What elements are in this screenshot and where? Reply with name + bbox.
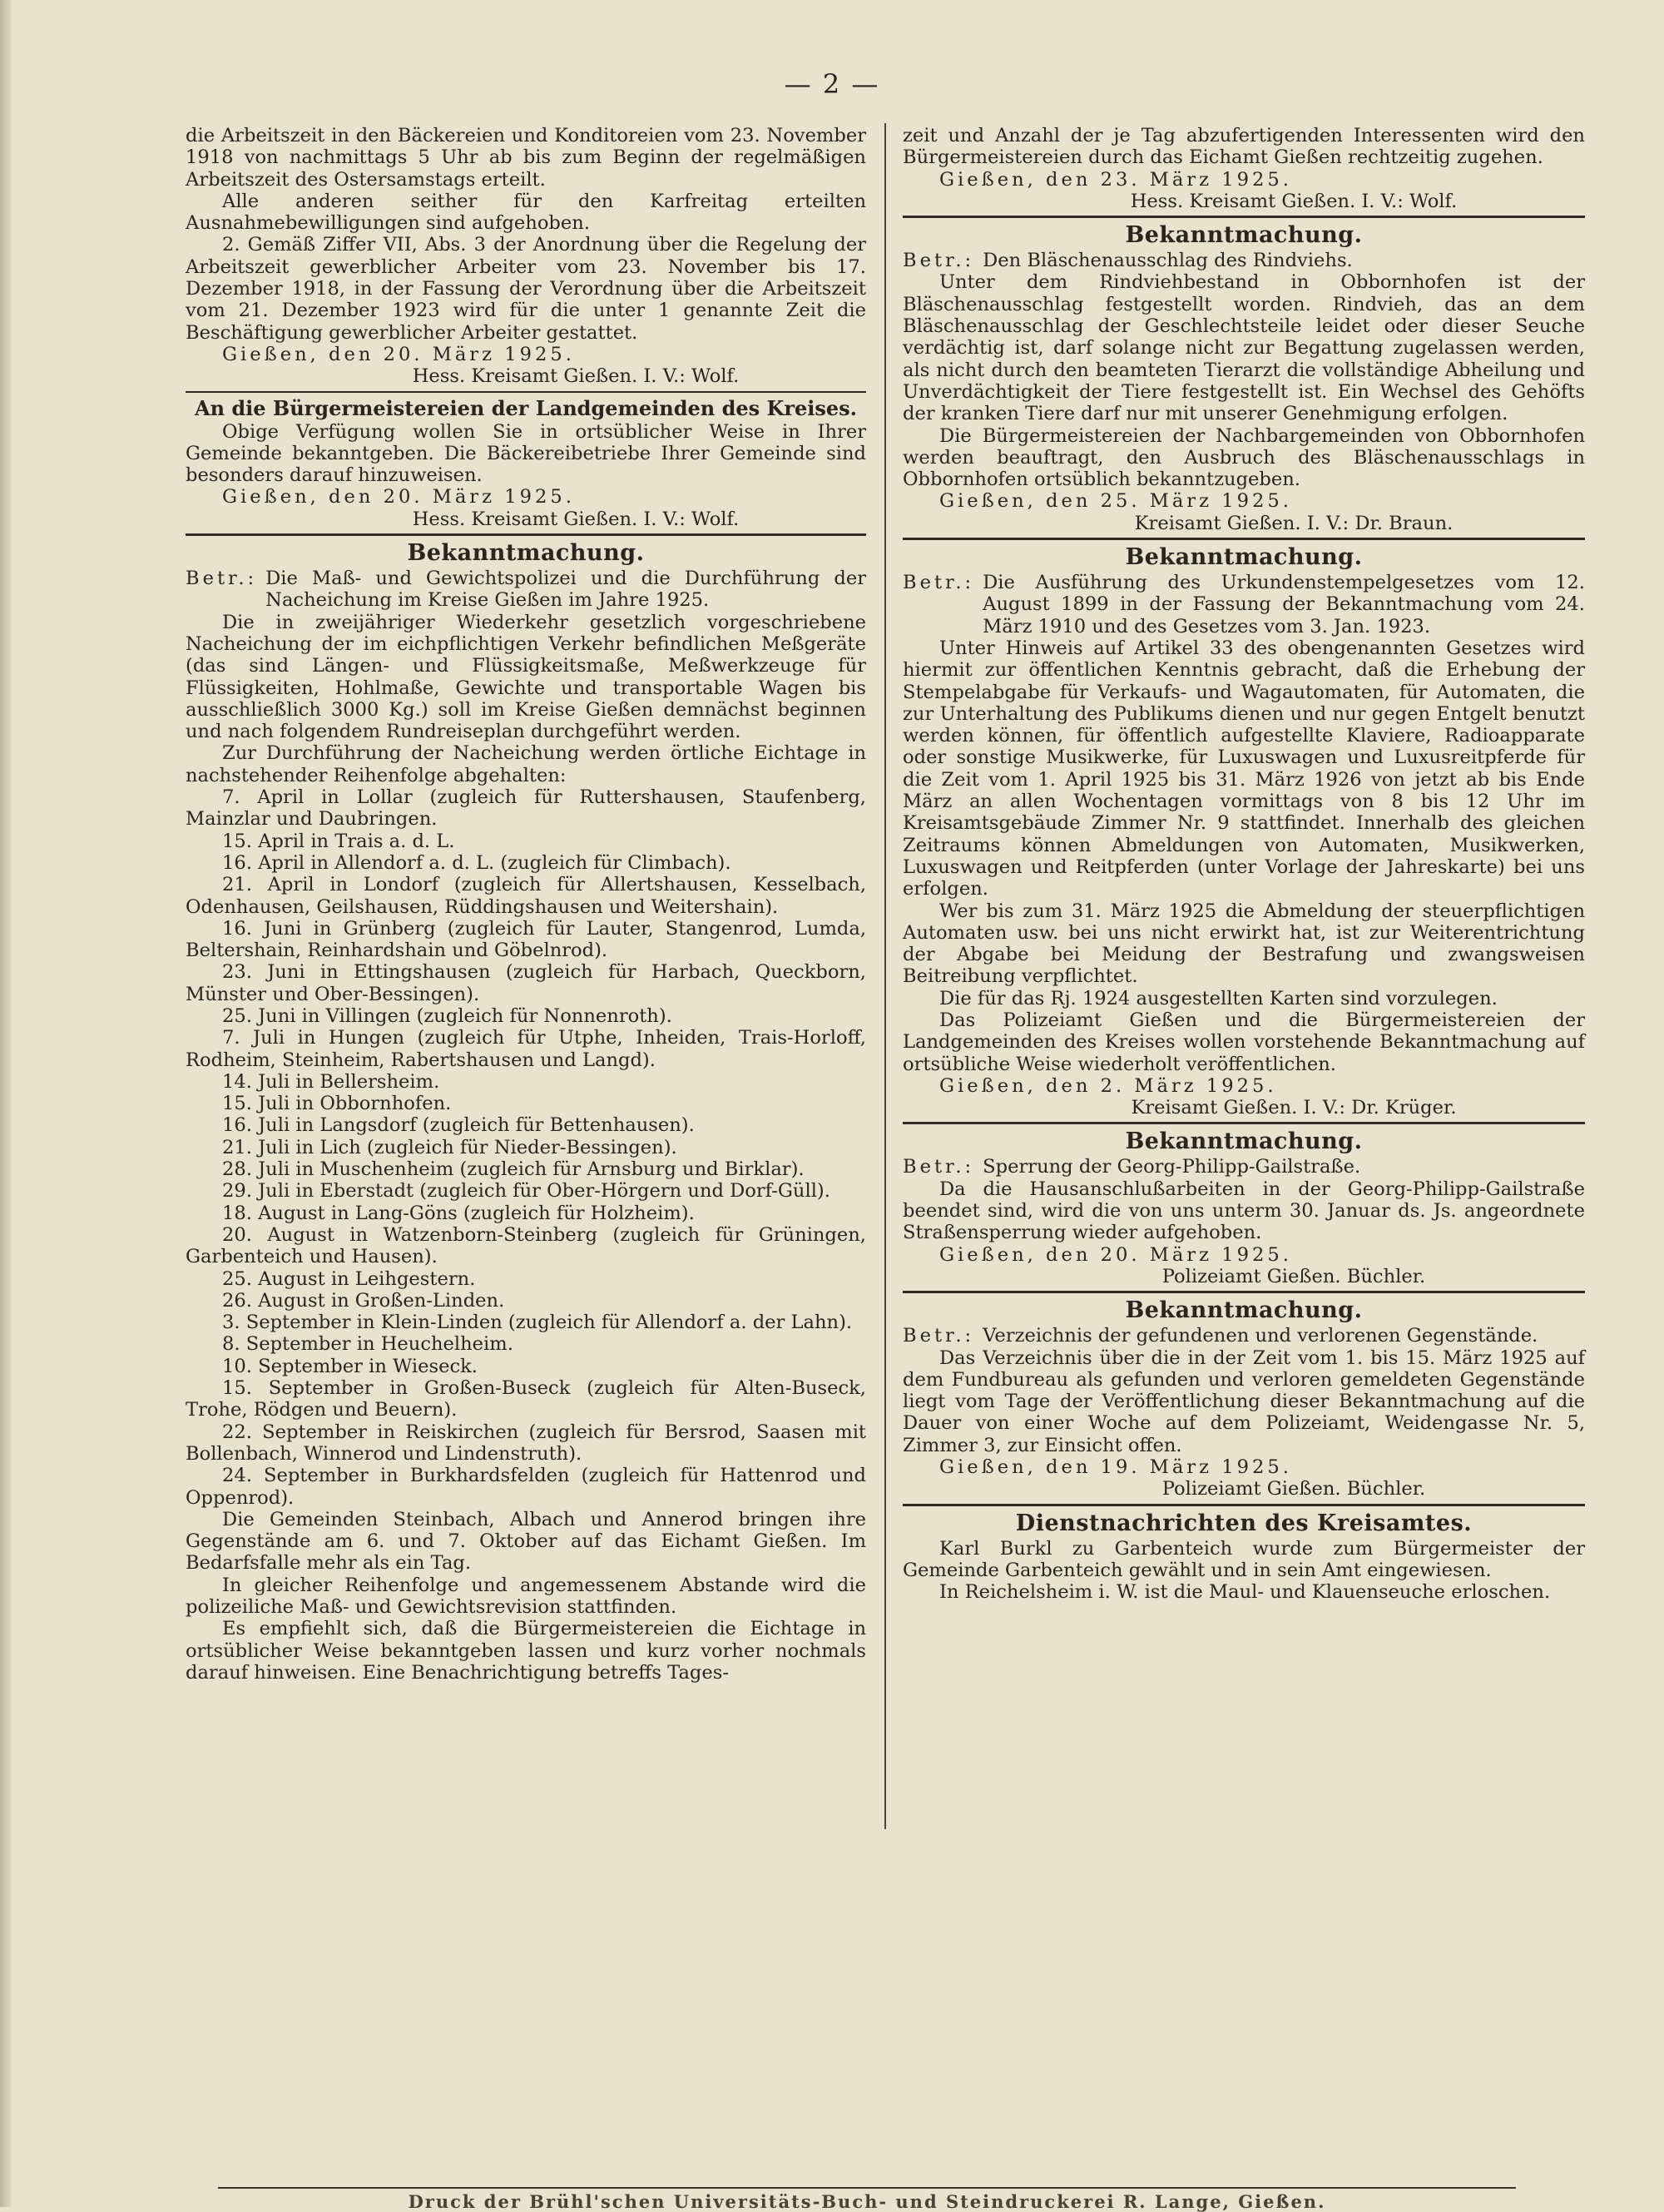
place-date: Gießen, den 19. März 1925.	[939, 1456, 1292, 1479]
paragraph: 2. Gemäß Ziffer VII, Abs. 3 der Anordnung über die Regelung der Arbeitszeit gewerblicher Arbeiter vom 23. November bis 17. Dezember 1918, in der Fassung der Verordnung über die Arbeitszeit vom 21. Dezember 1923 wird für die unter 1 genannte Zeit die Beschäftigung gewerblicher Arbeiter gestattet.	[186, 234, 866, 344]
betr-text: Verzeichnis der gefundenen und verlorenen Gegenstände.	[983, 1325, 1538, 1347]
schedule-item: 22. September in Reiskirchen (zugleich für Bersrod, Saasen mit Bollenbach, Winnerod und Lindenstruth).	[186, 1421, 866, 1465]
betr-text: Den Bläschenausschlag des Rindviehs.	[983, 250, 1353, 272]
schedule-item: 23. Juni in Ettingshausen (zugleich für Harbach, Queckborn, Münster und Ober-Bessingen).	[186, 961, 866, 1005]
address-heading: An die Bürgermeistereien der Landgemeinden des Kreises.	[194, 395, 858, 420]
paragraph: Es empfiehlt sich, daß die Bürgermeistereien die Eichtage in ortsüblicher Weise bekanntgeben lassen und kurz vorher nochmals darauf hinweisen. Eine Benachrichtigung betreffs Tages-	[186, 1618, 866, 1684]
betr-line	[903, 1325, 1585, 1347]
schedule-item: 3. September in Klein-Linden (zugleich für Allendorf a. der Lahn).	[222, 1312, 853, 1334]
section-rule	[903, 216, 1585, 218]
betr-line	[903, 1156, 1585, 1178]
page-number: — 2 —	[784, 68, 880, 100]
schedule-item: 14. Juli in Bellersheim.	[222, 1070, 440, 1093]
paragraph: Das Verzeichnis über die in der Zeit vom 1. bis 15. März 1925 auf dem Fundbureau als gefunden und verloren gemeldeten Gegenstände liegt vom Tage der Veröffentlichung dieser Bekanntmachung auf die Dauer von einer Woche auf dem Polizeiamt, Weidengasse Nr. 5, Zimmer 3, zur Einsicht offen.	[903, 1347, 1585, 1456]
schedule-item: 25. Juni in Villingen (zugleich für Nonnenroth).	[222, 1004, 672, 1027]
paragraph: Unter Hinweis auf Artikel 33 des obengenannten Gesetzes wird hiermit zur öffentlichen Kenntnis gebracht, daß die Erhebung der Stempelabgabe für Verkaufs- und Wagautomaten, für Automaten, die zur Unterhaltung des Publikums dienen und nur gegen Entgelt benutzt werden können, für öffentlich aufgestellte Klaviere, Radioapparate oder sonstige Musikwerke, für Luxuswagen und Luxusreitpferde für die Zeit vom 1. April 1925 bis 31. März 1926 von jetzt ab bis Ende März an allen Wochentagen vormittags von 8 bis 12 Uhr im Kreisamtsgebäude Zimmer Nr. 9 stattfindet. Innerhalb des gleichen Zeitraums können Abmeldungen von Automaten, Musikwerken, Luxuswagen und Reitpferden (unter Vorlage der Jahreskarte) bei uns erfolgen.	[903, 637, 1585, 900]
footer-rule	[218, 2187, 1516, 2189]
schedule-item: 16. Juni in Grünberg (zugleich für Lauter, Stangenrod, Lumda, Beltershain, Reinhardshain und Göbelnrod).	[186, 917, 866, 962]
schedule-item: 29. Juli in Eberstadt (zugleich für Ober-Hörgern und Dorf-Güll).	[222, 1180, 830, 1203]
schedule-item: 8. September in Heuchelheim.	[222, 1333, 513, 1356]
place-date: Gießen, den 2. März 1925.	[939, 1074, 1277, 1097]
schedule-list	[186, 786, 866, 1509]
section-rule	[186, 533, 866, 536]
schedule-item: 15. April in Trais a. d. L.	[222, 830, 455, 852]
betr-label: Betr.:	[903, 1156, 975, 1178]
schedule-item: 7. April in Lollar (zugleich für Ruttershausen, Staufenberg, Mainzlar und Daubringen.	[186, 786, 866, 831]
place-date: Gießen, den 20. März 1925.	[222, 343, 575, 365]
betr-label: Betr.:	[903, 572, 975, 594]
schedule-item: 21. April in Londorf (zugleich für Allertshausen, Kesselbach, Odenhausen, Geilshausen, Rüddingshausen und Weitershain).	[186, 874, 866, 918]
betr-text: Die Maß- und Gewichtspolizei und die Durchführung der Nacheichung im Kreise Gießen im Jahre 1925.	[265, 568, 866, 612]
schedule-item: 21. Juli in Lich (zugleich für Nieder-Bessingen).	[222, 1136, 677, 1158]
paragraph: Das Polizeiamt Gießen und die Bürgermeistereien der Landgemeinden des Kreises wollen vorstehende Bekanntmachung auf ortsübliche Weise wiederholt veröffentlichen.	[903, 1009, 1585, 1075]
paragraph: Wer bis zum 31. März 1925 die Abmeldung der steuerpflichtigen Automaten usw. bei uns nicht erwirkt hat, ist zur Weiterentrichtung der Abgabe bei Meidung der Bestrafung und zwangsweisen Beitreibung verpflichtet.	[903, 900, 1585, 988]
betr-line	[903, 572, 1585, 637]
paragraph: Unter dem Rindviehbestand in Obbornhofen ist der Bläschenausschlag festgestellt worden. Rindvieh, das an dem Bläschenausschlag der Geschlechtsteile leidet oder dieser Seuche verdächtig ist, darf solange nicht zur Begattung zugelassen werden, als nicht durch den beamteten Tierarzt die vollständige Abheilung und Unverdächtigkeit der Tiere festgestellt ist. Ein Wechsel des Gehöfts der kranken Tiere darf nur mit unserer Genehmigung erfolgen.	[903, 271, 1585, 425]
schedule-item: 16. April in Allendorf a. d. L. (zugleich für Climbach).	[222, 851, 731, 874]
betr-label: Betr.:	[903, 250, 975, 272]
paragraph: Die Bürgermeistereien der Nachbargemeinden von Obbornhofen werden beauftragt, den Ausbruch des Bläschenausschlags in Obbornhofen ortsüblich bekanntzugeben.	[903, 424, 1585, 491]
schedule-item: 26. August in Großen-Linden.	[222, 1289, 505, 1312]
betr-line	[186, 568, 866, 612]
paragraph: die Arbeitszeit in den Bäckereien und Konditoreien vom 23. November 1918 von nachmittags 5 Uhr ab bis zum Beginn der regelmäßigen Arbeitszeit des Ostersamstags erteilt.	[186, 125, 866, 191]
place-date: Gießen, den 20. März 1925.	[222, 486, 575, 508]
schedule-item: 20. August in Watzenborn-Steinberg (zugleich für Grüningen, Garbenteich und Hausen).	[186, 1223, 866, 1268]
betr-text: Sperrung der Georg-Philipp-Gailstraße.	[983, 1156, 1361, 1178]
schedule-item: 24. September in Burkhardsfelden (zugleich für Hattenrod und Oppenrod).	[186, 1465, 866, 1509]
paragraph: Obige Verfügung wollen Sie in ortsüblicher Weise in Ihrer Gemeinde bekanntgeben. Die Bäckereibetriebe Ihrer Gemeinde sind besonders darauf hinzuweisen.	[186, 420, 866, 487]
betr-label: Betr.:	[186, 568, 258, 590]
notice-heading: Bekanntmachung.	[1125, 544, 1363, 571]
signature: Hess. Kreisamt Gießen. I. V.: Wolf.	[412, 508, 740, 530]
betr-text: Die Ausführung des Urkundenstempelgesetzes vom 12. August 1899 in der Fassung der Bekanntmachung vom 24. März 1910 und des Gesetzes vom 3. Jan. 1923.	[983, 572, 1585, 637]
betr-line	[903, 250, 1585, 271]
section-rule	[903, 1291, 1585, 1293]
place-date: Gießen, den 23. März 1925.	[939, 168, 1292, 191]
schedule-item: 18. August in Lang-Göns (zugleich für Holzheim).	[222, 1202, 695, 1224]
schedule-item: 7. Juli in Hungen (zugleich für Utphe, Inheiden, Trais-Horloff, Rodheim, Steinheim, Rabertshausen und Langd).	[186, 1027, 866, 1071]
paragraph: Da die Hausanschlußarbeiten in der Georg-Philipp-Gailstraße beendet sind, wird die von uns unterm 30. Januar ds. Js. angeordnete Straßensperrung wieder aufgehoben.	[903, 1178, 1585, 1244]
notice-heading: Bekanntmachung.	[407, 540, 645, 567]
column-divider	[884, 123, 886, 1829]
paragraph: Zur Durchführung der Nacheichung werden örtliche Eichtage in nachstehender Reihenfolge abgehalten:	[186, 742, 866, 786]
paragraph: Die für das Rj. 1924 ausgestellten Karten sind vorzulegen.	[939, 987, 1498, 1009]
signature: Kreisamt Gießen. I. V.: Dr. Krüger.	[1131, 1097, 1457, 1119]
schedule-item: 15. September in Großen-Buseck (zugleich für Alten-Buseck, Trohe, Rödgen und Beuern).	[186, 1377, 866, 1421]
signature: Hess. Kreisamt Gießen. I. V.: Wolf.	[412, 365, 740, 388]
schedule-item: 15. Juli in Obbornhofen.	[222, 1093, 452, 1115]
signature: Polizeiamt Gießen. Büchler.	[1161, 1265, 1426, 1287]
schedule-item: 28. Juli in Muschenheim (zugleich für Arnsburg und Birklar).	[222, 1158, 805, 1181]
left-column	[186, 125, 866, 1684]
place-date: Gießen, den 25. März 1925.	[939, 490, 1292, 513]
section-rule	[903, 538, 1585, 540]
notice-heading: Bekanntmachung.	[1125, 1297, 1363, 1324]
paragraph: Karl Burkl zu Garbenteich wurde zum Bürgermeister der Gemeinde Garbenteich gewählt und in sein Amt eingewiesen.	[903, 1537, 1585, 1581]
paragraph: Die Gemeinden Steinbach, Albach und Annerod bringen ihre Gegenstände am 6. und 7. Oktober auf das Eichamt Gießen. Im Bedarfsfalle mehr als ein Tag.	[186, 1508, 866, 1575]
paragraph: In gleicher Reihenfolge und angemessenem Abstande wird die polizeiliche Maß- und Gewichtsrevision stattfinden.	[186, 1574, 866, 1618]
section-rule	[186, 391, 866, 393]
right-column	[903, 125, 1585, 1604]
schedule-item: 10. September in Wieseck.	[222, 1355, 478, 1377]
schedule-item: 25. August in Leihgestern.	[222, 1267, 476, 1290]
place-date: Gießen, den 20. März 1925.	[939, 1243, 1292, 1266]
paragraph: Die in zweijähriger Wiederkehr gesetzlich vorgeschriebene Nacheichung der im eichpflichtigen Verkehr befindlichen Meßgeräte (das sind Längen- und Flüssigkeitsmaße, Meßwerkzeuge für Flüssigkeiten, Hohlmaße, Gewichte und transportable Wagen bis ausschließlich 3000 Kg.) soll im Kreise Gießen demnächst beginnen und nach folgendem Rundreiseplan durchgeführt werden.	[186, 611, 866, 743]
betr-label: Betr.:	[903, 1325, 975, 1347]
section-rule	[903, 1122, 1585, 1124]
section-rule	[903, 1504, 1585, 1506]
paragraph: Alle anderen seither für den Karfreitag erteilten Ausnahmebewilligungen sind aufgehoben.	[186, 190, 866, 235]
notice-heading: Bekanntmachung.	[1125, 1128, 1363, 1155]
paragraph: zeit und Anzahl der je Tag abzufertigenden Interessenten wird den Bürgermeistereien durch das Eichamt Gießen rechtzeitig zugehen.	[903, 125, 1585, 169]
signature: Polizeiamt Gießen. Büchler.	[1161, 1478, 1426, 1500]
printer-imprint: Druck der Brühl'schen Universitäts-Buch- und Steindruckerei R. Lange, Gießen.	[408, 2191, 1326, 2212]
signature: Hess. Kreisamt Gießen. I. V.: Wolf.	[1130, 190, 1458, 212]
schedule-item: 16. Juli in Langsdorf (zugleich für Bettenhausen).	[222, 1114, 695, 1137]
news-heading: Dienstnachrichten des Kreisamtes.	[1015, 1510, 1473, 1536]
paragraph: In Reichelsheim i. W. ist die Maul- und Klauenseuche erloschen.	[939, 1581, 1551, 1604]
signature: Kreisamt Gießen. I. V.: Dr. Braun.	[1134, 512, 1454, 534]
notice-heading: Bekanntmachung.	[1125, 222, 1363, 249]
scan-edge	[0, 0, 12, 2207]
